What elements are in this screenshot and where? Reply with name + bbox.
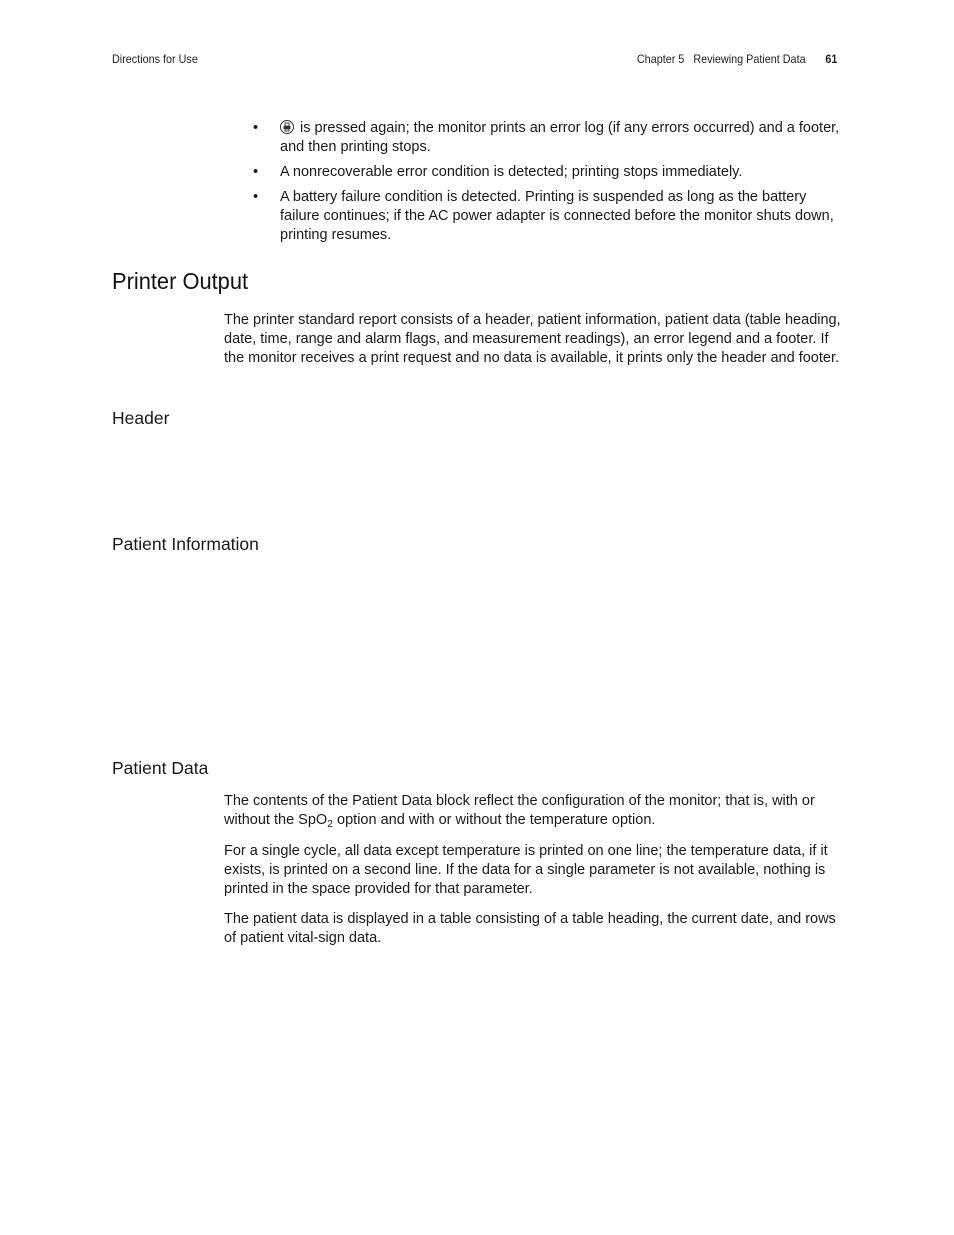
chapter-info bbox=[637, 52, 838, 66]
subscript-text: 2 bbox=[327, 818, 334, 830]
list-item bbox=[253, 119, 843, 157]
print-stop-conditions-list bbox=[253, 119, 843, 251]
patient-data-paragraph-2: For a single cycle, all data except temperature is printed on one line; the temperature data, if it exists, is printed on a second line. If the data for a single parameter is not available, nothing is printed in the space provided for that parameter. bbox=[224, 843, 828, 897]
list-item bbox=[253, 188, 843, 245]
list-item-text: is pressed again; the monitor prints an error log (if any errors occurred) and a footer, and then printing stops. bbox=[280, 120, 840, 155]
printer-output-heading: Printer Output bbox=[112, 268, 249, 294]
paragraph-text: The contents of the Patient Data block reflect the configuration of the monitor; that is, with or without the SpO bbox=[224, 793, 815, 828]
running-header bbox=[112, 52, 838, 70]
bullet-icon: • bbox=[253, 164, 259, 180]
patient-data-paragraph-3: The patient data is displayed in a table consisting of a table heading, the current date, and rows of patient vital-sign data. bbox=[224, 911, 836, 946]
patient-data-paragraph-1 bbox=[224, 792, 844, 830]
paragraph-text: option and with or without the temperature option. bbox=[333, 812, 656, 828]
printer-output-intro: The printer standard report consists of a header, patient information, patient data (table heading, date, time, range and alarm flags, and measurement readings), an error legend and a footer. If the monitor receives a print request and no data is available, it prints only the header and footer. bbox=[224, 312, 841, 366]
document-title: Directions for Use bbox=[112, 52, 198, 66]
patient-information-subheading: Patient Information bbox=[112, 534, 259, 554]
patient-data-subheading: Patient Data bbox=[112, 758, 209, 778]
chapter-title: Chapter 5 Reviewing Patient Data bbox=[636, 52, 806, 66]
bullet-icon: • bbox=[253, 120, 259, 136]
bullet-icon: • bbox=[253, 189, 259, 205]
header-subheading: Header bbox=[112, 408, 170, 428]
page-number: 61 bbox=[825, 52, 838, 66]
list-item bbox=[253, 163, 843, 182]
print-key-icon bbox=[280, 120, 294, 134]
list-item-text: A battery failure condition is detected. Printing is suspended as long as the battery failure continues; if the AC power adapter is connected before the monitor shuts down, printing resumes. bbox=[280, 189, 834, 243]
list-item-text: A nonrecoverable error condition is detected; printing stops immediately. bbox=[280, 164, 743, 180]
